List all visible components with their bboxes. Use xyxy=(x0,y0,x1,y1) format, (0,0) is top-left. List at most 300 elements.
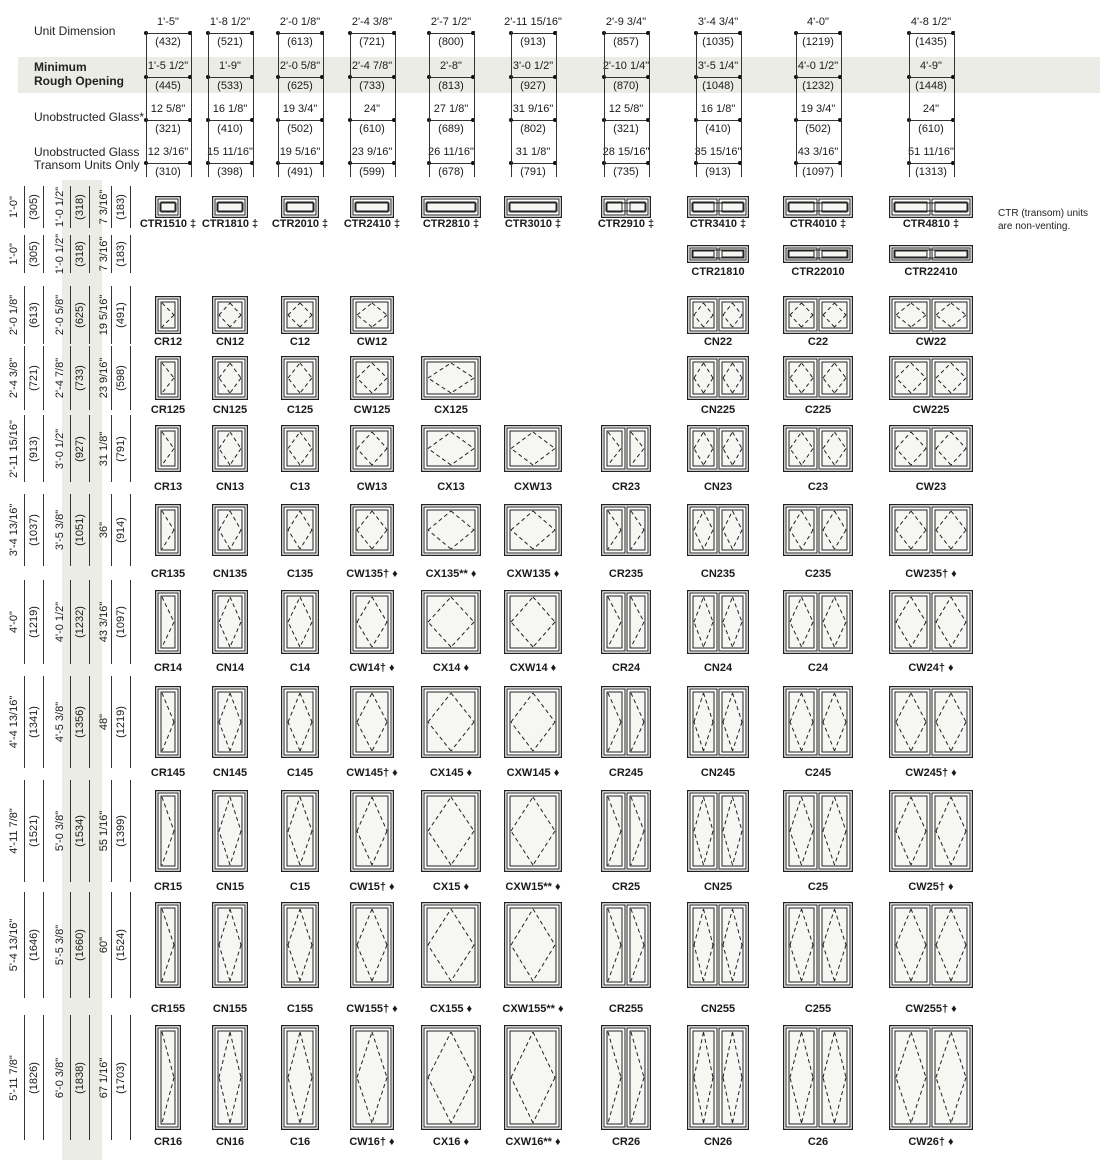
row-dimension xyxy=(70,780,90,882)
column-guide xyxy=(604,31,650,177)
row-dimension-value: (305) xyxy=(28,194,40,220)
transom-note-line2: are non-venting. xyxy=(998,221,1071,232)
row-dimension xyxy=(70,580,90,664)
rough-opening-label-line2: Rough Opening xyxy=(34,74,124,88)
window-drawing xyxy=(783,245,853,263)
metric-value: (721) xyxy=(359,36,385,48)
window-drawing xyxy=(504,504,562,556)
window-drawing xyxy=(421,1025,481,1130)
window-model-label: CW155† ♦ xyxy=(346,1003,398,1015)
unobstructed-glass-label: Unobstructed Glass* xyxy=(34,110,145,124)
window-model-label: CX15 ♦ xyxy=(432,881,470,893)
column-guide xyxy=(909,31,955,177)
column-guide xyxy=(429,31,475,177)
row-dimension-value: 2'-0 5/8" xyxy=(54,294,66,336)
row-dimension xyxy=(111,1015,131,1140)
row-dimension-value: 5'-11 7/8" xyxy=(8,1054,20,1101)
window-drawing xyxy=(889,245,973,263)
row-dimension xyxy=(111,676,131,768)
row-dimension-value: (625) xyxy=(74,302,86,328)
row-dimension-value: 2'-0 1/8" xyxy=(8,294,20,336)
unit-dimension-label: Unit Dimension xyxy=(34,24,116,38)
row-dimension xyxy=(4,494,24,566)
window-model-label: C255 xyxy=(804,1003,832,1015)
dimension-value: 2'-8" xyxy=(440,60,462,72)
window-model-label: CW26† ♦ xyxy=(908,1136,954,1148)
window-model-label: CX13 xyxy=(437,481,465,493)
window-model-label: C13 xyxy=(289,481,311,493)
row-dimension-value: (914) xyxy=(115,517,127,543)
metric-value: (502) xyxy=(805,123,831,135)
window-drawing xyxy=(601,425,651,472)
row-dimension-value: (1399) xyxy=(115,815,127,847)
window-model-label: CTR1810 ‡ xyxy=(201,218,259,230)
row-dimension-value: 67 1/16" xyxy=(98,1057,110,1098)
window-drawing xyxy=(350,356,394,400)
transom-glass-label-line1: Unobstructed Glass xyxy=(34,145,140,159)
window-drawing xyxy=(783,196,853,218)
row-dimension xyxy=(70,186,90,228)
window-drawing xyxy=(281,196,319,218)
row-dimension-value: (1219) xyxy=(115,706,127,738)
row-dimension xyxy=(70,494,90,566)
dimension-value: 16 1/8" xyxy=(212,103,248,115)
window-model-label: CW125 xyxy=(353,404,391,416)
window-drawing xyxy=(155,590,181,654)
row-dimension-value: (598) xyxy=(115,365,127,391)
row-dimension-value: 23 9/16" xyxy=(98,357,110,399)
window-drawing xyxy=(155,504,181,556)
window-model-label: CN12 xyxy=(215,336,245,348)
dimension-value: 23 9/16" xyxy=(351,146,393,158)
row-dimension-value: (1097) xyxy=(115,606,127,638)
window-model-label: C12 xyxy=(289,336,311,348)
window-drawing xyxy=(212,504,248,556)
row-dimension-value: 4'-5 3/8" xyxy=(54,701,66,743)
window-drawing xyxy=(281,425,319,472)
rough-opening-label-line1: Minimum xyxy=(34,60,87,74)
row-dimension-value: 48" xyxy=(98,713,110,731)
window-drawing xyxy=(281,686,319,758)
window-drawing xyxy=(281,356,319,400)
window-model-label: CR13 xyxy=(153,481,183,493)
window-model-label: CX155 ♦ xyxy=(429,1003,473,1015)
row-dimension xyxy=(70,1015,90,1140)
dimension-value: 1'-5 1/2" xyxy=(147,60,189,72)
window-drawing xyxy=(889,356,973,400)
metric-value: (398) xyxy=(217,166,243,178)
window-model-label: CW235† ♦ xyxy=(905,568,957,580)
window-drawing xyxy=(281,902,319,988)
window-model-label: CR14 xyxy=(153,662,183,674)
window-model-label: CXW145 ♦ xyxy=(506,767,560,779)
window-model-label: CTR2410 ‡ xyxy=(343,218,401,230)
window-model-label: C22 xyxy=(807,336,829,348)
row-dimension xyxy=(24,415,44,482)
column-guide xyxy=(350,31,396,177)
column-guide xyxy=(146,31,192,177)
row-dimension-value: 19 5/16" xyxy=(98,294,110,336)
row-dimension xyxy=(24,580,44,664)
window-drawing xyxy=(601,590,651,654)
window-drawing xyxy=(504,1025,562,1130)
dimension-value: 2'-7 1/2" xyxy=(430,16,472,28)
window-model-label: CW225 xyxy=(912,404,950,416)
window-drawing xyxy=(504,196,562,218)
row-dimension-value: 36" xyxy=(98,521,110,539)
row-dimension-value: 4'-0" xyxy=(8,611,20,633)
window-model-label: C125 xyxy=(286,404,314,416)
row-dimension-value: (1524) xyxy=(115,929,127,961)
window-model-label: C24 xyxy=(807,662,829,674)
row-dimension-value: 2'-4 3/8" xyxy=(8,357,20,399)
metric-value: (445) xyxy=(155,80,181,92)
row-dimension xyxy=(50,415,70,482)
transom-glass-label-line2: Transom Units Only xyxy=(34,158,140,172)
window-model-label: CTR3010 ‡ xyxy=(504,218,562,230)
window-drawing xyxy=(350,296,394,334)
window-model-label: CW16† ♦ xyxy=(349,1136,395,1148)
window-drawing xyxy=(212,590,248,654)
window-model-label: CXW16** ♦ xyxy=(505,1136,561,1148)
metric-value: (610) xyxy=(359,123,385,135)
window-model-label: CW135† ♦ xyxy=(346,568,398,580)
column-guide xyxy=(208,31,254,177)
dimension-value: 4'-8 1/2" xyxy=(910,16,952,28)
dimension-value: 2'-0 1/8" xyxy=(279,16,321,28)
row-dimension xyxy=(4,1015,24,1140)
dimension-value: 1'-8 1/2" xyxy=(209,16,251,28)
metric-value: (791) xyxy=(520,166,546,178)
dimension-value: 12 5/8" xyxy=(608,103,644,115)
row-dimension xyxy=(24,235,44,273)
window-model-label: CXW15** ♦ xyxy=(505,881,561,893)
window-model-label: CTR21810 xyxy=(691,266,745,278)
window-drawing xyxy=(212,356,248,400)
window-model-label: CN13 xyxy=(215,481,245,493)
metric-value: (913) xyxy=(520,36,546,48)
dimension-value: 4'-9" xyxy=(920,60,942,72)
window-model-label: C16 xyxy=(289,1136,311,1148)
dimension-value: 2'-4 3/8" xyxy=(351,16,393,28)
dimension-value: 2'-0 5/8" xyxy=(279,60,321,72)
row-dimension xyxy=(50,235,70,273)
metric-value: (800) xyxy=(438,36,464,48)
metric-value: (410) xyxy=(705,123,731,135)
row-dimension xyxy=(111,780,131,882)
row-dimension-value: (1838) xyxy=(74,1061,86,1094)
row-dimension-value: (318) xyxy=(74,241,86,267)
window-model-label: CW14† ♦ xyxy=(349,662,395,674)
row-dimension xyxy=(4,235,24,273)
window-drawing xyxy=(889,425,973,472)
window-drawing xyxy=(687,686,749,758)
row-dimension-value: (1826) xyxy=(28,1061,40,1094)
row-dimension xyxy=(4,676,24,768)
dimension-value: 43 3/16" xyxy=(797,146,839,158)
window-drawing xyxy=(783,590,853,654)
window-drawing xyxy=(783,425,853,472)
window-model-label: CN145 xyxy=(212,767,248,779)
transom-note xyxy=(998,207,1088,233)
dimension-value: 27 1/8" xyxy=(433,103,469,115)
window-model-label: CN255 xyxy=(700,1003,736,1015)
row-dimension-value: 1'-0 1/2" xyxy=(54,186,66,228)
window-drawing xyxy=(421,356,481,400)
window-drawing xyxy=(687,296,749,334)
window-drawing xyxy=(504,425,562,472)
window-drawing xyxy=(889,590,973,654)
metric-value: (410) xyxy=(217,123,243,135)
window-drawing xyxy=(212,196,248,218)
metric-value: (310) xyxy=(155,166,181,178)
row-dimension xyxy=(4,186,24,228)
row-dimension-value: (183) xyxy=(115,241,127,267)
dimension-value: 4'-0" xyxy=(807,16,829,28)
row-dimension-value: (1646) xyxy=(28,929,40,961)
row-dimension xyxy=(111,494,131,566)
row-dimension xyxy=(111,235,131,273)
row-dimension xyxy=(4,892,24,998)
dimension-value: 1'-5" xyxy=(157,16,179,28)
window-drawing xyxy=(212,686,248,758)
row-dimension xyxy=(111,892,131,998)
metric-value: (321) xyxy=(613,123,639,135)
metric-value: (1232) xyxy=(802,80,834,92)
row-dimension xyxy=(111,346,131,410)
metric-value: (491) xyxy=(287,166,313,178)
window-drawing xyxy=(687,245,749,263)
row-dimension xyxy=(70,676,90,768)
row-dimension-value: (1037) xyxy=(28,514,40,546)
row-dimension-value: (1051) xyxy=(74,514,86,546)
window-drawing xyxy=(889,504,973,556)
metric-value: (1448) xyxy=(915,80,947,92)
window-drawing xyxy=(155,356,181,400)
window-model-label: CN25 xyxy=(703,881,733,893)
window-model-label: CN26 xyxy=(703,1136,733,1148)
window-drawing xyxy=(687,425,749,472)
window-model-label: CN23 xyxy=(703,481,733,493)
row-dimension-value: (1219) xyxy=(28,606,40,638)
metric-value: (1035) xyxy=(702,36,734,48)
window-drawing xyxy=(889,296,973,334)
metric-value: (1097) xyxy=(802,166,834,178)
window-model-label: CR26 xyxy=(611,1136,641,1148)
dimension-value: 12 5/8" xyxy=(150,103,186,115)
row-dimension xyxy=(70,892,90,998)
window-model-label: CTR2910 ‡ xyxy=(597,218,655,230)
dimension-value: 19 3/4" xyxy=(282,103,318,115)
metric-value: (521) xyxy=(217,36,243,48)
window-model-label: CTR4010 ‡ xyxy=(789,218,847,230)
row-dimension-value: (305) xyxy=(28,241,40,267)
window-model-label: CR15 xyxy=(153,881,183,893)
row-dimension-value: (927) xyxy=(74,435,86,462)
window-model-label: CN15 xyxy=(215,881,245,893)
metric-value: (533) xyxy=(217,80,243,92)
row-dimension xyxy=(50,580,70,664)
row-dimension xyxy=(24,346,44,410)
metric-value: (927) xyxy=(520,80,546,92)
row-dimension xyxy=(4,415,24,482)
window-model-label: CX16 ♦ xyxy=(432,1136,470,1148)
metric-value: (689) xyxy=(438,123,464,135)
dimension-value: 3'-4 3/4" xyxy=(697,16,739,28)
window-drawing xyxy=(601,686,651,758)
window-model-label: CR16 xyxy=(153,1136,183,1148)
metric-value: (599) xyxy=(359,166,385,178)
window-model-label: CW15† ♦ xyxy=(349,881,395,893)
metric-value: (678) xyxy=(438,166,464,178)
metric-value: (913) xyxy=(705,166,731,178)
window-model-label: CTR4810 ‡ xyxy=(902,218,960,230)
window-drawing xyxy=(889,686,973,758)
metric-value: (1219) xyxy=(802,36,834,48)
row-dimension-value: (721) xyxy=(28,365,40,391)
window-drawing xyxy=(601,504,651,556)
window-model-label: C14 xyxy=(289,662,311,674)
window-drawing xyxy=(421,504,481,556)
window-drawing xyxy=(421,196,481,218)
row-dimension-value: (1534) xyxy=(74,815,86,847)
row-dimension-value: 1'-0" xyxy=(8,196,20,218)
dimension-value: 31 9/16" xyxy=(512,103,554,115)
row-dimension-value: 5'-4 13/16" xyxy=(8,918,20,972)
row-dimension-value: 2'-4 7/8" xyxy=(54,357,66,399)
window-model-label: CW245† ♦ xyxy=(905,767,957,779)
column-guide xyxy=(278,31,324,177)
dimension-value: 2'-11 15/16" xyxy=(504,16,562,28)
window-drawing xyxy=(889,790,973,872)
dimension-value: 2'-9 3/4" xyxy=(605,16,647,28)
window-model-label: CW255† ♦ xyxy=(905,1003,957,1015)
dimension-value: 2'-4 7/8" xyxy=(351,60,393,72)
window-drawing xyxy=(281,1025,319,1130)
row-dimension xyxy=(50,1015,70,1140)
window-drawing xyxy=(421,686,481,758)
row-dimension-value: (1521) xyxy=(28,815,40,847)
window-drawing xyxy=(601,790,651,872)
window-model-label: CTR2010 ‡ xyxy=(271,218,329,230)
window-model-label: CR155 xyxy=(150,1003,186,1015)
window-drawing xyxy=(783,356,853,400)
window-drawing xyxy=(212,1025,248,1130)
window-drawing xyxy=(601,196,651,218)
row-dimension-value: 3'-4 13/16" xyxy=(8,503,20,557)
window-drawing xyxy=(504,590,562,654)
dimension-value: 19 3/4" xyxy=(800,103,836,115)
metric-value: (432) xyxy=(155,36,181,48)
dimension-value: 3'-0 1/2" xyxy=(512,60,554,72)
column-guide xyxy=(511,31,557,177)
window-drawing xyxy=(350,590,394,654)
row-dimension-value: 2'-11 15/16" xyxy=(8,419,20,478)
window-drawing xyxy=(687,1025,749,1130)
window-model-label: C135 xyxy=(286,568,314,580)
window-drawing xyxy=(350,1025,394,1130)
row-dimension xyxy=(50,494,70,566)
window-model-label: CR255 xyxy=(608,1003,644,1015)
window-drawing xyxy=(281,590,319,654)
row-dimension xyxy=(50,892,70,998)
metric-value: (625) xyxy=(287,80,313,92)
row-dimension-value: 3'-0 1/2" xyxy=(54,428,66,469)
metric-value: (502) xyxy=(287,123,313,135)
window-model-label: CW13 xyxy=(356,481,388,493)
row-dimension-value: 43 3/16" xyxy=(98,601,110,643)
row-dimension-value: 7 3/16" xyxy=(98,189,110,225)
window-drawing xyxy=(783,504,853,556)
window-model-label: CW145† ♦ xyxy=(346,767,398,779)
row-dimension-value: 31 1/8" xyxy=(98,431,110,466)
row-dimension-value: (491) xyxy=(115,302,127,328)
window-model-label: CN16 xyxy=(215,1136,245,1148)
window-drawing xyxy=(601,1025,651,1130)
metric-value: (733) xyxy=(359,80,385,92)
row-dimension-value: (791) xyxy=(115,435,127,462)
window-drawing xyxy=(212,296,248,334)
row-dimension xyxy=(50,346,70,410)
window-drawing xyxy=(212,902,248,988)
metric-value: (870) xyxy=(613,80,639,92)
window-model-label: CX14 ♦ xyxy=(432,662,470,674)
window-drawing xyxy=(783,790,853,872)
window-model-label: CN235 xyxy=(700,568,736,580)
window-drawing xyxy=(212,425,248,472)
window-model-label: C23 xyxy=(807,481,829,493)
metric-value: (1048) xyxy=(702,80,734,92)
window-model-label: CR23 xyxy=(611,481,641,493)
dimension-value: 16 1/8" xyxy=(700,103,736,115)
window-model-label: CX145 ♦ xyxy=(429,767,473,779)
window-drawing xyxy=(504,902,562,988)
dimension-value: 19 5/16" xyxy=(279,146,321,158)
window-model-label: CX135** ♦ xyxy=(425,568,477,580)
row-dimension xyxy=(24,186,44,228)
window-model-label: CW25† ♦ xyxy=(908,881,954,893)
window-drawing xyxy=(421,590,481,654)
window-model-label: CW24† ♦ xyxy=(908,662,954,674)
window-drawing xyxy=(421,790,481,872)
window-drawing xyxy=(281,504,319,556)
row-dimension xyxy=(50,676,70,768)
column-guide xyxy=(796,31,842,177)
window-drawing xyxy=(421,902,481,988)
window-drawing xyxy=(889,1025,973,1130)
row-dimension-value: 4'-0 1/2" xyxy=(54,601,66,643)
window-drawing xyxy=(687,590,749,654)
dimension-value: 12 3/16" xyxy=(147,146,189,158)
row-dimension-value: 4'-4 13/16" xyxy=(8,695,20,749)
window-model-label: CTR1510 ‡ xyxy=(139,218,197,230)
row-dimension-value: (1356) xyxy=(74,706,86,738)
window-model-label: CW23 xyxy=(915,481,947,493)
row-dimension xyxy=(4,286,24,344)
window-model-label: C25 xyxy=(807,881,829,893)
row-dimension xyxy=(24,494,44,566)
window-model-label: CR25 xyxy=(611,881,641,893)
metric-value: (613) xyxy=(287,36,313,48)
window-model-label: CN125 xyxy=(212,404,248,416)
row-dimension xyxy=(50,780,70,882)
row-dimension xyxy=(111,415,131,482)
row-dimension-value: 6'-0 3/8" xyxy=(54,1057,66,1098)
dimension-value: 1'-9" xyxy=(219,60,241,72)
metric-value: (1435) xyxy=(915,36,947,48)
window-model-label: CXW155** ♦ xyxy=(502,1003,564,1015)
transom-note-line1: CTR (transom) units xyxy=(998,208,1089,219)
